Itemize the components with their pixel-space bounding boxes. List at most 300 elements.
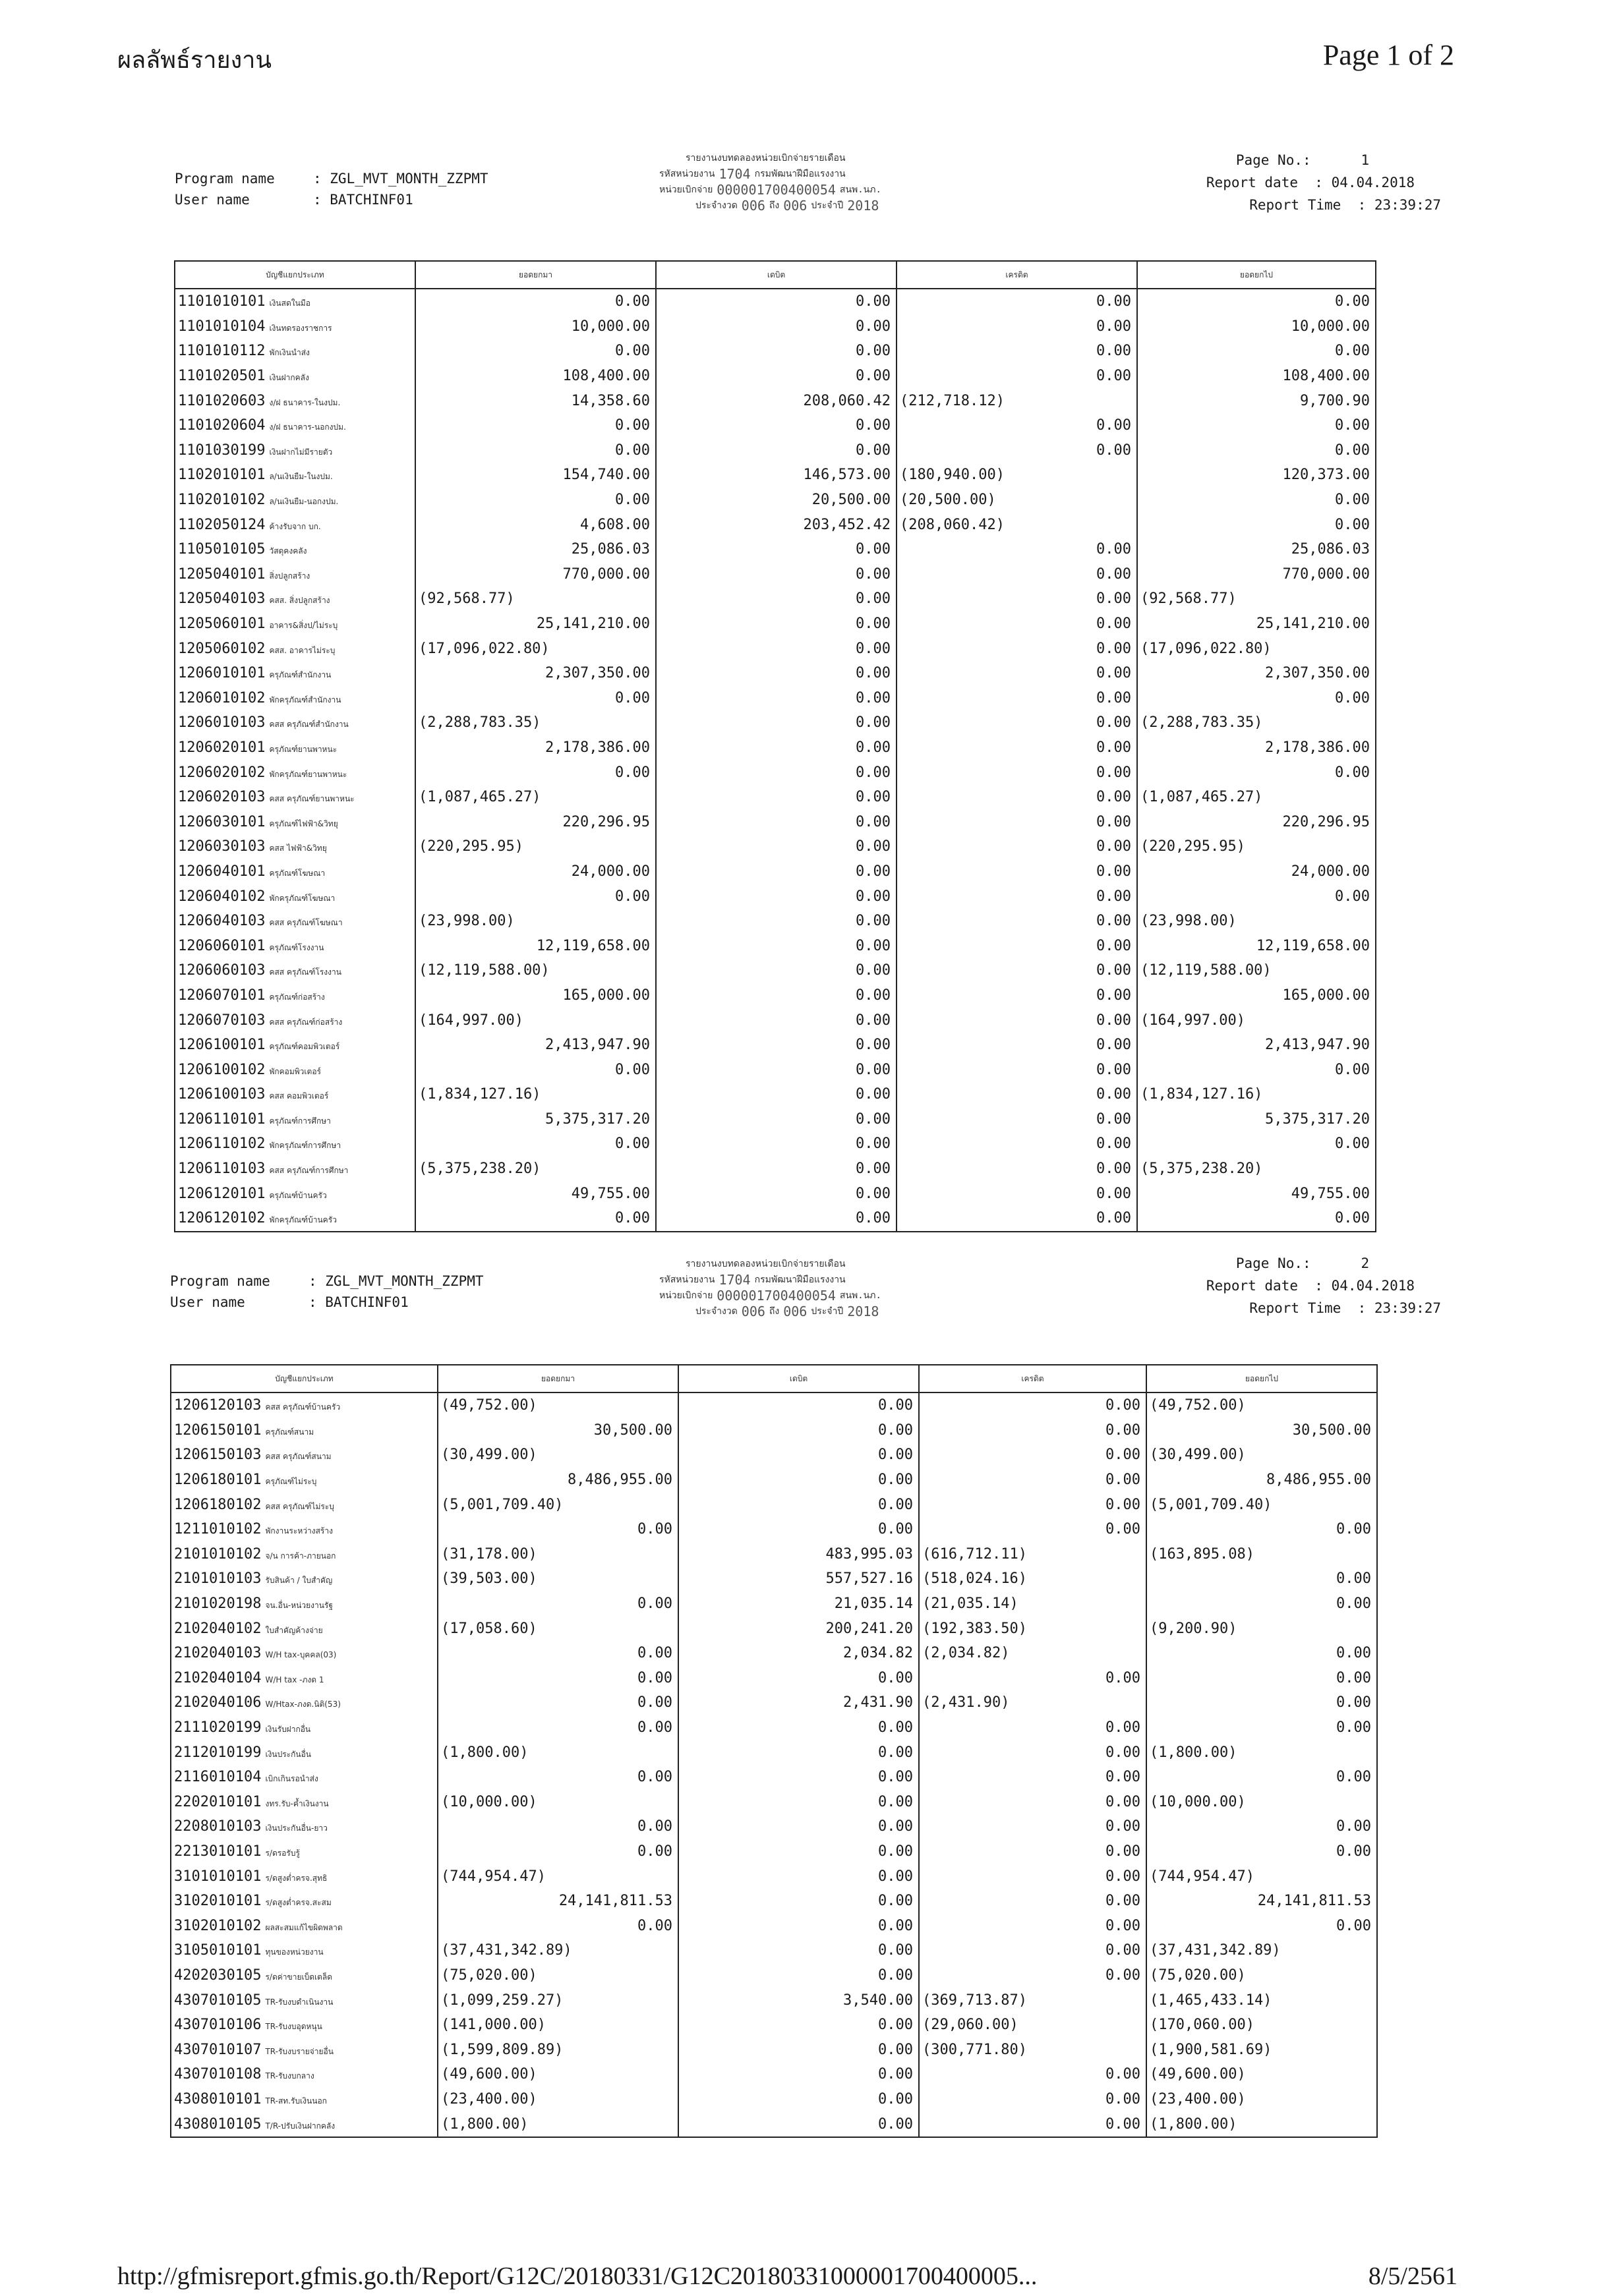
brought-forward-cell: (2,288,783.35) bbox=[415, 710, 656, 735]
user-name-label: User name bbox=[170, 1294, 245, 1310]
debit-cell: 0.00 bbox=[678, 1418, 919, 1443]
carried-forward-cell: 0.00 bbox=[1137, 413, 1376, 438]
credit-cell: 0.00 bbox=[919, 1715, 1146, 1740]
credit-cell: 0.00 bbox=[897, 1057, 1137, 1082]
account-cell bbox=[171, 2013, 438, 2038]
carried-forward-cell: (49,752.00) bbox=[1146, 1392, 1377, 1418]
page-no-label: Page No. bbox=[1235, 152, 1303, 168]
table-row bbox=[175, 587, 1376, 612]
carried-forward-cell: 2,413,947.90 bbox=[1137, 1033, 1376, 1058]
debit-cell: 0.00 bbox=[656, 289, 897, 314]
carried-forward-cell: (92,568.77) bbox=[1137, 587, 1376, 612]
account-cell bbox=[175, 735, 415, 761]
unit-name: สนพ.นภ. bbox=[839, 185, 881, 195]
credit-cell: 0.00 bbox=[897, 289, 1137, 314]
carried-forward-cell: 0.00 bbox=[1137, 488, 1376, 513]
period-from: 006 bbox=[741, 198, 765, 214]
debit-cell: 0.00 bbox=[656, 636, 897, 661]
page-no-label: Page No. bbox=[1235, 1255, 1303, 1271]
carried-forward-cell: 0.00 bbox=[1137, 1132, 1376, 1157]
credit-cell: 0.00 bbox=[897, 1206, 1137, 1232]
table-row bbox=[171, 1468, 1377, 1493]
carried-forward-cell: 0.00 bbox=[1137, 686, 1376, 711]
table-row bbox=[175, 488, 1376, 513]
table-row bbox=[175, 1157, 1376, 1182]
account-code: 1101010101 bbox=[178, 293, 266, 310]
credit-cell: 0.00 bbox=[919, 1889, 1146, 1914]
table-row bbox=[175, 884, 1376, 909]
credit-cell: 0.00 bbox=[897, 983, 1137, 1008]
account-name: พักครุภัณฑ์การศึกษา bbox=[269, 1141, 341, 1151]
brought-forward-cell: 0.00 bbox=[415, 488, 656, 513]
unit-name: สนพ.นภ. bbox=[839, 1290, 881, 1301]
account-code: 3102010101 bbox=[174, 1893, 262, 1910]
account-cell bbox=[175, 562, 415, 587]
carried-forward-cell: 0.00 bbox=[1146, 1765, 1377, 1790]
table-row bbox=[171, 1566, 1377, 1592]
account-code: 1206120103 bbox=[174, 1397, 262, 1414]
carried-forward-cell: 25,086.03 bbox=[1137, 537, 1376, 562]
table-row bbox=[175, 735, 1376, 761]
carried-forward-cell: 2,178,386.00 bbox=[1137, 735, 1376, 761]
account-code: 1205040101 bbox=[178, 565, 266, 583]
account-code: 1102010101 bbox=[178, 467, 266, 484]
table-row bbox=[171, 1641, 1377, 1666]
account-name: เงินรับฝากอื่น bbox=[265, 1725, 311, 1735]
carried-forward-cell: (5,375,238.20) bbox=[1137, 1157, 1376, 1182]
table-row bbox=[175, 686, 1376, 711]
carried-forward-cell: (10,000.00) bbox=[1146, 1790, 1377, 1815]
period-from: 006 bbox=[741, 1304, 765, 1319]
account-cell bbox=[171, 1392, 438, 1418]
brought-forward-cell: (220,295.95) bbox=[415, 834, 656, 859]
user-name-value: : BATCHINF01 bbox=[309, 1294, 409, 1310]
program-name-value: : ZGL_MVT_MONTH_ZZPMT bbox=[313, 170, 488, 187]
debit-cell: 0.00 bbox=[678, 1517, 919, 1542]
dept-label: รหัสหน่วยงาน bbox=[659, 1275, 715, 1285]
table-row bbox=[175, 289, 1376, 314]
dept-code: 1704 bbox=[719, 1272, 751, 1288]
credit-cell: 0.00 bbox=[897, 364, 1137, 389]
debit-cell: 0.00 bbox=[656, 983, 897, 1008]
trial-balance-table-page2 bbox=[170, 1364, 1378, 2138]
account-cell bbox=[171, 1988, 438, 2013]
debit-cell: 0.00 bbox=[678, 1814, 919, 1839]
debit-cell: 0.00 bbox=[656, 760, 897, 785]
credit-cell: (180,940.00) bbox=[897, 463, 1137, 488]
credit-cell: (2,034.82) bbox=[919, 1641, 1146, 1666]
account-name: ทุนของหน่วยงาน bbox=[265, 1947, 324, 1957]
account-code: 2101010102 bbox=[174, 1545, 262, 1563]
account-cell bbox=[175, 1157, 415, 1182]
brought-forward-cell: (1,599,809.89) bbox=[438, 2037, 678, 2062]
account-name: ครุภัณฑ์ไฟฟ้า&วิทยุ bbox=[269, 818, 338, 828]
account-name: คสส ครุภัณฑ์ไม่ระบุ bbox=[265, 1501, 334, 1511]
account-code: 2111020199 bbox=[174, 1719, 262, 1736]
debit-cell: 0.00 bbox=[656, 735, 897, 761]
table-row bbox=[171, 1839, 1377, 1864]
credit-cell: 0.00 bbox=[897, 1132, 1137, 1157]
debit-cell: 0.00 bbox=[656, 1033, 897, 1058]
debit-cell: 208,060.42 bbox=[656, 388, 897, 413]
brought-forward-cell: 2,178,386.00 bbox=[415, 735, 656, 761]
account-code: 1206070103 bbox=[178, 1012, 266, 1029]
credit-cell: 0.00 bbox=[919, 1938, 1146, 1963]
carried-forward-cell: 108,400.00 bbox=[1137, 364, 1376, 389]
account-code: 2116010104 bbox=[174, 1769, 262, 1786]
brought-forward-cell: 0.00 bbox=[415, 339, 656, 364]
account-name: ครุภัณฑ์สนาม bbox=[265, 1427, 314, 1437]
credit-cell: 0.00 bbox=[919, 2111, 1146, 2137]
table-row bbox=[175, 909, 1376, 934]
debit-cell: 0.00 bbox=[656, 364, 897, 389]
debit-cell: 0.00 bbox=[656, 834, 897, 859]
table-row bbox=[175, 1082, 1376, 1107]
credit-cell: 0.00 bbox=[919, 1963, 1146, 1988]
carried-forward-cell: (744,954.47) bbox=[1146, 1864, 1377, 1889]
carried-forward-cell: (1,800.00) bbox=[1146, 1740, 1377, 1765]
carried-forward-cell: (17,096,022.80) bbox=[1137, 636, 1376, 661]
carried-forward-cell: 220,296.95 bbox=[1137, 809, 1376, 834]
account-name: ใบสำคัญค้างจ่าย bbox=[265, 1625, 323, 1635]
period-label: ประจำงวด bbox=[695, 1306, 738, 1317]
debit-cell: 0.00 bbox=[678, 2013, 919, 2038]
credit-cell: (21,035.14) bbox=[919, 1592, 1146, 1617]
account-cell bbox=[175, 1181, 415, 1206]
account-name: เงินสดในมือ bbox=[269, 299, 310, 308]
account-code: 2202010101 bbox=[174, 1793, 262, 1810]
table-row bbox=[171, 1938, 1377, 1963]
credit-cell: 0.00 bbox=[919, 1517, 1146, 1542]
carried-forward-cell: 0.00 bbox=[1146, 1913, 1377, 1938]
table-row bbox=[175, 438, 1376, 463]
brought-forward-cell: 0.00 bbox=[438, 1666, 678, 1691]
debit-cell: 0.00 bbox=[678, 2062, 919, 2087]
carried-forward-cell: (30,499.00) bbox=[1146, 1443, 1377, 1468]
debit-cell: 0.00 bbox=[656, 1107, 897, 1132]
report-header-center-p2 bbox=[659, 1256, 1028, 1319]
user-name-value: : BATCHINF01 bbox=[313, 191, 413, 208]
col-account: บัญชีแยกประเภท bbox=[171, 1365, 438, 1392]
table-row bbox=[175, 537, 1376, 562]
credit-cell: 0.00 bbox=[919, 1666, 1146, 1691]
brought-forward-cell: 0.00 bbox=[415, 884, 656, 909]
account-cell bbox=[171, 1938, 438, 1963]
table-row bbox=[171, 1988, 1377, 2013]
account-cell bbox=[171, 1616, 438, 1641]
account-code: 1101010104 bbox=[178, 318, 266, 335]
carried-forward-cell: (164,997.00) bbox=[1137, 1008, 1376, 1033]
debit-cell: 0.00 bbox=[656, 909, 897, 934]
debit-cell: 0.00 bbox=[656, 612, 897, 637]
table-row bbox=[171, 1913, 1377, 1938]
credit-cell: 0.00 bbox=[897, 958, 1137, 983]
account-code: 4307010108 bbox=[174, 2066, 262, 2083]
account-code: 3101010101 bbox=[174, 1868, 262, 1885]
credit-cell: 0.00 bbox=[919, 1740, 1146, 1765]
account-name: ง/ฝ ธนาคาร-ในงปม. bbox=[269, 397, 341, 407]
table-row bbox=[171, 1765, 1377, 1790]
account-name: คสส ครุภัณฑ์สำนักงาน bbox=[269, 720, 349, 730]
account-name: T/R-ปรับเงินฝากคลัง bbox=[265, 2121, 336, 2131]
report-time-value: : 23:39:27 bbox=[1357, 1300, 1441, 1316]
account-name: อาคาร&สิ่งป/ไม่ระบุ bbox=[269, 621, 338, 631]
unit-code: 000001700400054 bbox=[717, 182, 836, 198]
account-code: 2102040102 bbox=[174, 1620, 262, 1637]
account-code: 1206110102 bbox=[178, 1135, 266, 1153]
report-header-left-p2 bbox=[170, 1271, 484, 1313]
debit-cell: 0.00 bbox=[678, 1790, 919, 1815]
account-name: TR-รับงบอุดหนุน bbox=[265, 2022, 322, 2032]
period-to-label: ถึง bbox=[769, 200, 780, 211]
table-row bbox=[171, 2062, 1377, 2087]
debit-cell: 557,527.16 bbox=[678, 1566, 919, 1592]
account-cell bbox=[175, 686, 415, 711]
brought-forward-cell: (5,375,238.20) bbox=[415, 1157, 656, 1182]
carried-forward-cell: 0.00 bbox=[1146, 1517, 1377, 1542]
table-row bbox=[175, 1008, 1376, 1033]
brought-forward-cell: 10,000.00 bbox=[415, 314, 656, 339]
year-label: ประจำปี bbox=[811, 200, 844, 211]
brought-forward-cell: (49,752.00) bbox=[438, 1392, 678, 1418]
report-time-label: Report Time bbox=[1249, 196, 1341, 213]
brought-forward-cell: 49,755.00 bbox=[415, 1181, 656, 1206]
debit-cell: 0.00 bbox=[678, 1839, 919, 1864]
account-code: 2102040106 bbox=[174, 1694, 262, 1711]
credit-cell: 0.00 bbox=[897, 760, 1137, 785]
account-name: พักเงินนำส่ง bbox=[269, 348, 310, 358]
account-code: 1101020603 bbox=[178, 392, 266, 409]
table-row bbox=[171, 1418, 1377, 1443]
account-name: คสส ครุภัณฑ์สนาม bbox=[265, 1452, 332, 1462]
account-cell bbox=[175, 785, 415, 810]
account-code: 1206120102 bbox=[178, 1210, 266, 1227]
carried-forward-cell: 0.00 bbox=[1137, 289, 1376, 314]
brought-forward-cell: 30,500.00 bbox=[438, 1418, 678, 1443]
report-date-value: : 04.04.2018 bbox=[1314, 174, 1415, 190]
account-cell bbox=[175, 1033, 415, 1058]
brought-forward-cell: 154,740.00 bbox=[415, 463, 656, 488]
debit-cell: 203,452.42 bbox=[656, 512, 897, 537]
brought-forward-cell: (1,099,259.27) bbox=[438, 1988, 678, 2013]
carried-forward-cell: (220,295.95) bbox=[1137, 834, 1376, 859]
account-cell bbox=[175, 587, 415, 612]
user-name-label: User name bbox=[175, 191, 250, 208]
carried-forward-cell: 8,486,955.00 bbox=[1146, 1468, 1377, 1493]
account-name: ครุภัณฑ์โฆษณา bbox=[269, 868, 326, 878]
brought-forward-cell: 0.00 bbox=[438, 1913, 678, 1938]
credit-cell: 0.00 bbox=[897, 438, 1137, 463]
account-code: 1205040103 bbox=[178, 590, 266, 608]
account-code: 1206150101 bbox=[174, 1421, 262, 1439]
brought-forward-cell: 0.00 bbox=[415, 289, 656, 314]
table-row bbox=[175, 612, 1376, 637]
carried-forward-cell: 770,000.00 bbox=[1137, 562, 1376, 587]
debit-cell: 483,995.03 bbox=[678, 1542, 919, 1567]
credit-cell: 0.00 bbox=[919, 1913, 1146, 1938]
account-cell bbox=[175, 710, 415, 735]
trial-balance-table-page1 bbox=[174, 260, 1376, 1232]
credit-cell: 0.00 bbox=[919, 2087, 1146, 2112]
brought-forward-cell: (17,058.60) bbox=[438, 1616, 678, 1641]
credit-cell: (369,713.87) bbox=[919, 1988, 1146, 2013]
brought-forward-cell: 0.00 bbox=[415, 760, 656, 785]
credit-cell: 0.00 bbox=[897, 859, 1137, 884]
carried-forward-cell: 10,000.00 bbox=[1137, 314, 1376, 339]
carried-forward-cell: (75,020.00) bbox=[1146, 1963, 1377, 1988]
debit-cell: 0.00 bbox=[678, 2087, 919, 2112]
brought-forward-cell: 24,141,811.53 bbox=[438, 1889, 678, 1914]
carried-forward-cell: 24,000.00 bbox=[1137, 859, 1376, 884]
account-name: ร/ดสูงต่ำครจ.สุทธิ bbox=[265, 1873, 328, 1883]
table-row bbox=[171, 1392, 1377, 1418]
brought-forward-cell: 24,000.00 bbox=[415, 859, 656, 884]
brought-forward-cell: 0.00 bbox=[438, 1641, 678, 1666]
carried-forward-cell: 0.00 bbox=[1137, 438, 1376, 463]
debit-cell: 0.00 bbox=[678, 2037, 919, 2062]
account-name: เบิกเกินรอนำส่ง bbox=[265, 1774, 318, 1784]
account-name: ค้างรับจาก บก. bbox=[269, 521, 321, 531]
credit-cell: 0.00 bbox=[897, 1008, 1137, 1033]
table-row bbox=[175, 512, 1376, 537]
brought-forward-cell: (31,178.00) bbox=[438, 1542, 678, 1567]
debit-cell: 0.00 bbox=[656, 438, 897, 463]
brought-forward-cell: (39,503.00) bbox=[438, 1566, 678, 1592]
debit-cell: 0.00 bbox=[656, 933, 897, 958]
credit-cell: 0.00 bbox=[919, 1443, 1146, 1468]
account-code: 1206030101 bbox=[178, 813, 266, 830]
credit-cell: (616,712.11) bbox=[919, 1542, 1146, 1567]
table-row bbox=[175, 1181, 1376, 1206]
account-code: 2102040104 bbox=[174, 1669, 262, 1686]
account-cell bbox=[171, 1963, 438, 1988]
carried-forward-cell: 5,375,317.20 bbox=[1137, 1107, 1376, 1132]
account-cell bbox=[175, 314, 415, 339]
debit-cell: 0.00 bbox=[656, 1057, 897, 1082]
account-name: เงินฝากไม่มีรายตัว bbox=[269, 447, 333, 457]
account-name: TR-รับงบกลาง bbox=[265, 2071, 314, 2081]
table-row bbox=[171, 1542, 1377, 1567]
account-cell bbox=[171, 1839, 438, 1864]
credit-cell: 0.00 bbox=[897, 735, 1137, 761]
account-cell bbox=[175, 661, 415, 686]
table-row bbox=[171, 2037, 1377, 2062]
table-row bbox=[175, 314, 1376, 339]
table-row bbox=[171, 1690, 1377, 1715]
account-code: 4308010105 bbox=[174, 2115, 262, 2133]
credit-cell: 0.00 bbox=[897, 562, 1137, 587]
carried-forward-cell: 12,119,658.00 bbox=[1137, 933, 1376, 958]
debit-cell: 0.00 bbox=[656, 562, 897, 587]
carried-forward-cell: 0.00 bbox=[1137, 339, 1376, 364]
table-row bbox=[171, 1492, 1377, 1517]
account-cell bbox=[171, 1641, 438, 1666]
account-name: เงินทดรองราชการ bbox=[269, 323, 332, 333]
credit-cell: (208,060.42) bbox=[897, 512, 1137, 537]
account-cell bbox=[175, 958, 415, 983]
brought-forward-cell: (1,800.00) bbox=[438, 1740, 678, 1765]
debit-cell: 0.00 bbox=[656, 958, 897, 983]
credit-cell: 0.00 bbox=[897, 1107, 1137, 1132]
debit-cell: 2,431.90 bbox=[678, 1690, 919, 1715]
brought-forward-cell: 0.00 bbox=[415, 1132, 656, 1157]
report-time-value: : 23:39:27 bbox=[1357, 196, 1441, 213]
table-row bbox=[171, 1715, 1377, 1740]
carried-forward-cell: 0.00 bbox=[1146, 1839, 1377, 1864]
account-name: คสส ครุภัณฑ์ก่อสร้าง bbox=[269, 1017, 343, 1027]
account-code: 1206020102 bbox=[178, 764, 266, 781]
debit-cell: 0.00 bbox=[678, 1443, 919, 1468]
credit-cell: 0.00 bbox=[919, 1492, 1146, 1517]
brought-forward-cell: (92,568.77) bbox=[415, 587, 656, 612]
account-code: 3105010101 bbox=[174, 1942, 262, 1959]
account-cell bbox=[175, 537, 415, 562]
table-row bbox=[175, 809, 1376, 834]
carried-forward-cell: (1,900,581.69) bbox=[1146, 2037, 1377, 2062]
account-name: ผลสะสมแก้ไขผิดพลาด bbox=[265, 1922, 343, 1932]
account-cell bbox=[175, 612, 415, 637]
carried-forward-cell: (49,600.00) bbox=[1146, 2062, 1377, 2087]
account-name: TR-สท.รับเงินนอก bbox=[265, 2096, 327, 2106]
account-name: รับสินค้า / ใบสำคัญ bbox=[265, 1576, 333, 1586]
credit-cell: 0.00 bbox=[897, 413, 1137, 438]
carried-forward-cell: 165,000.00 bbox=[1137, 983, 1376, 1008]
carried-forward-cell: 2,307,350.00 bbox=[1137, 661, 1376, 686]
account-code: 1101010112 bbox=[178, 343, 266, 360]
carried-forward-cell: 9,700.90 bbox=[1137, 388, 1376, 413]
page-no-value: : 2 bbox=[1303, 1255, 1370, 1271]
debit-cell: 0.00 bbox=[678, 1468, 919, 1493]
debit-cell: 0.00 bbox=[656, 859, 897, 884]
carried-forward-cell: 24,141,811.53 bbox=[1146, 1889, 1377, 1914]
table-row bbox=[175, 661, 1376, 686]
brought-forward-cell: 108,400.00 bbox=[415, 364, 656, 389]
credit-cell: 0.00 bbox=[897, 710, 1137, 735]
account-name: เงินฝากคลัง bbox=[269, 373, 309, 383]
table-row bbox=[171, 1814, 1377, 1839]
debit-cell: 0.00 bbox=[656, 413, 897, 438]
account-code: 4307010106 bbox=[174, 2017, 262, 2034]
table-row bbox=[171, 1864, 1377, 1889]
account-code: 1206150103 bbox=[174, 1447, 262, 1464]
brought-forward-cell: (17,096,022.80) bbox=[415, 636, 656, 661]
carried-forward-cell: (1,800.00) bbox=[1146, 2111, 1377, 2137]
dept-name: กรมพัฒนาฝีมือแรงงาน bbox=[754, 1275, 846, 1285]
account-code: 1101030199 bbox=[178, 442, 266, 459]
account-name: พักครุภัณฑ์สำนักงาน bbox=[269, 695, 341, 704]
debit-cell: 0.00 bbox=[656, 1082, 897, 1107]
debit-cell: 0.00 bbox=[678, 1938, 919, 1963]
dept-code: 1704 bbox=[719, 166, 751, 182]
table-row bbox=[175, 859, 1376, 884]
debit-cell: 0.00 bbox=[678, 1666, 919, 1691]
account-code: 3102010102 bbox=[174, 1917, 262, 1934]
credit-cell: 0.00 bbox=[919, 1468, 1146, 1493]
account-code: 1206020103 bbox=[178, 789, 266, 806]
account-cell bbox=[175, 884, 415, 909]
brought-forward-cell: (23,400.00) bbox=[438, 2087, 678, 2112]
account-cell bbox=[171, 1468, 438, 1493]
carried-forward-cell: (1,465,433.14) bbox=[1146, 1988, 1377, 2013]
account-cell bbox=[171, 1690, 438, 1715]
table-row bbox=[175, 1206, 1376, 1232]
table-row bbox=[171, 1963, 1377, 1988]
account-cell bbox=[175, 339, 415, 364]
account-cell bbox=[175, 1107, 415, 1132]
credit-cell: 0.00 bbox=[919, 1814, 1146, 1839]
account-code: 1206110101 bbox=[178, 1110, 266, 1128]
account-name: ครุภัณฑ์ยานพาหนะ bbox=[269, 744, 338, 754]
